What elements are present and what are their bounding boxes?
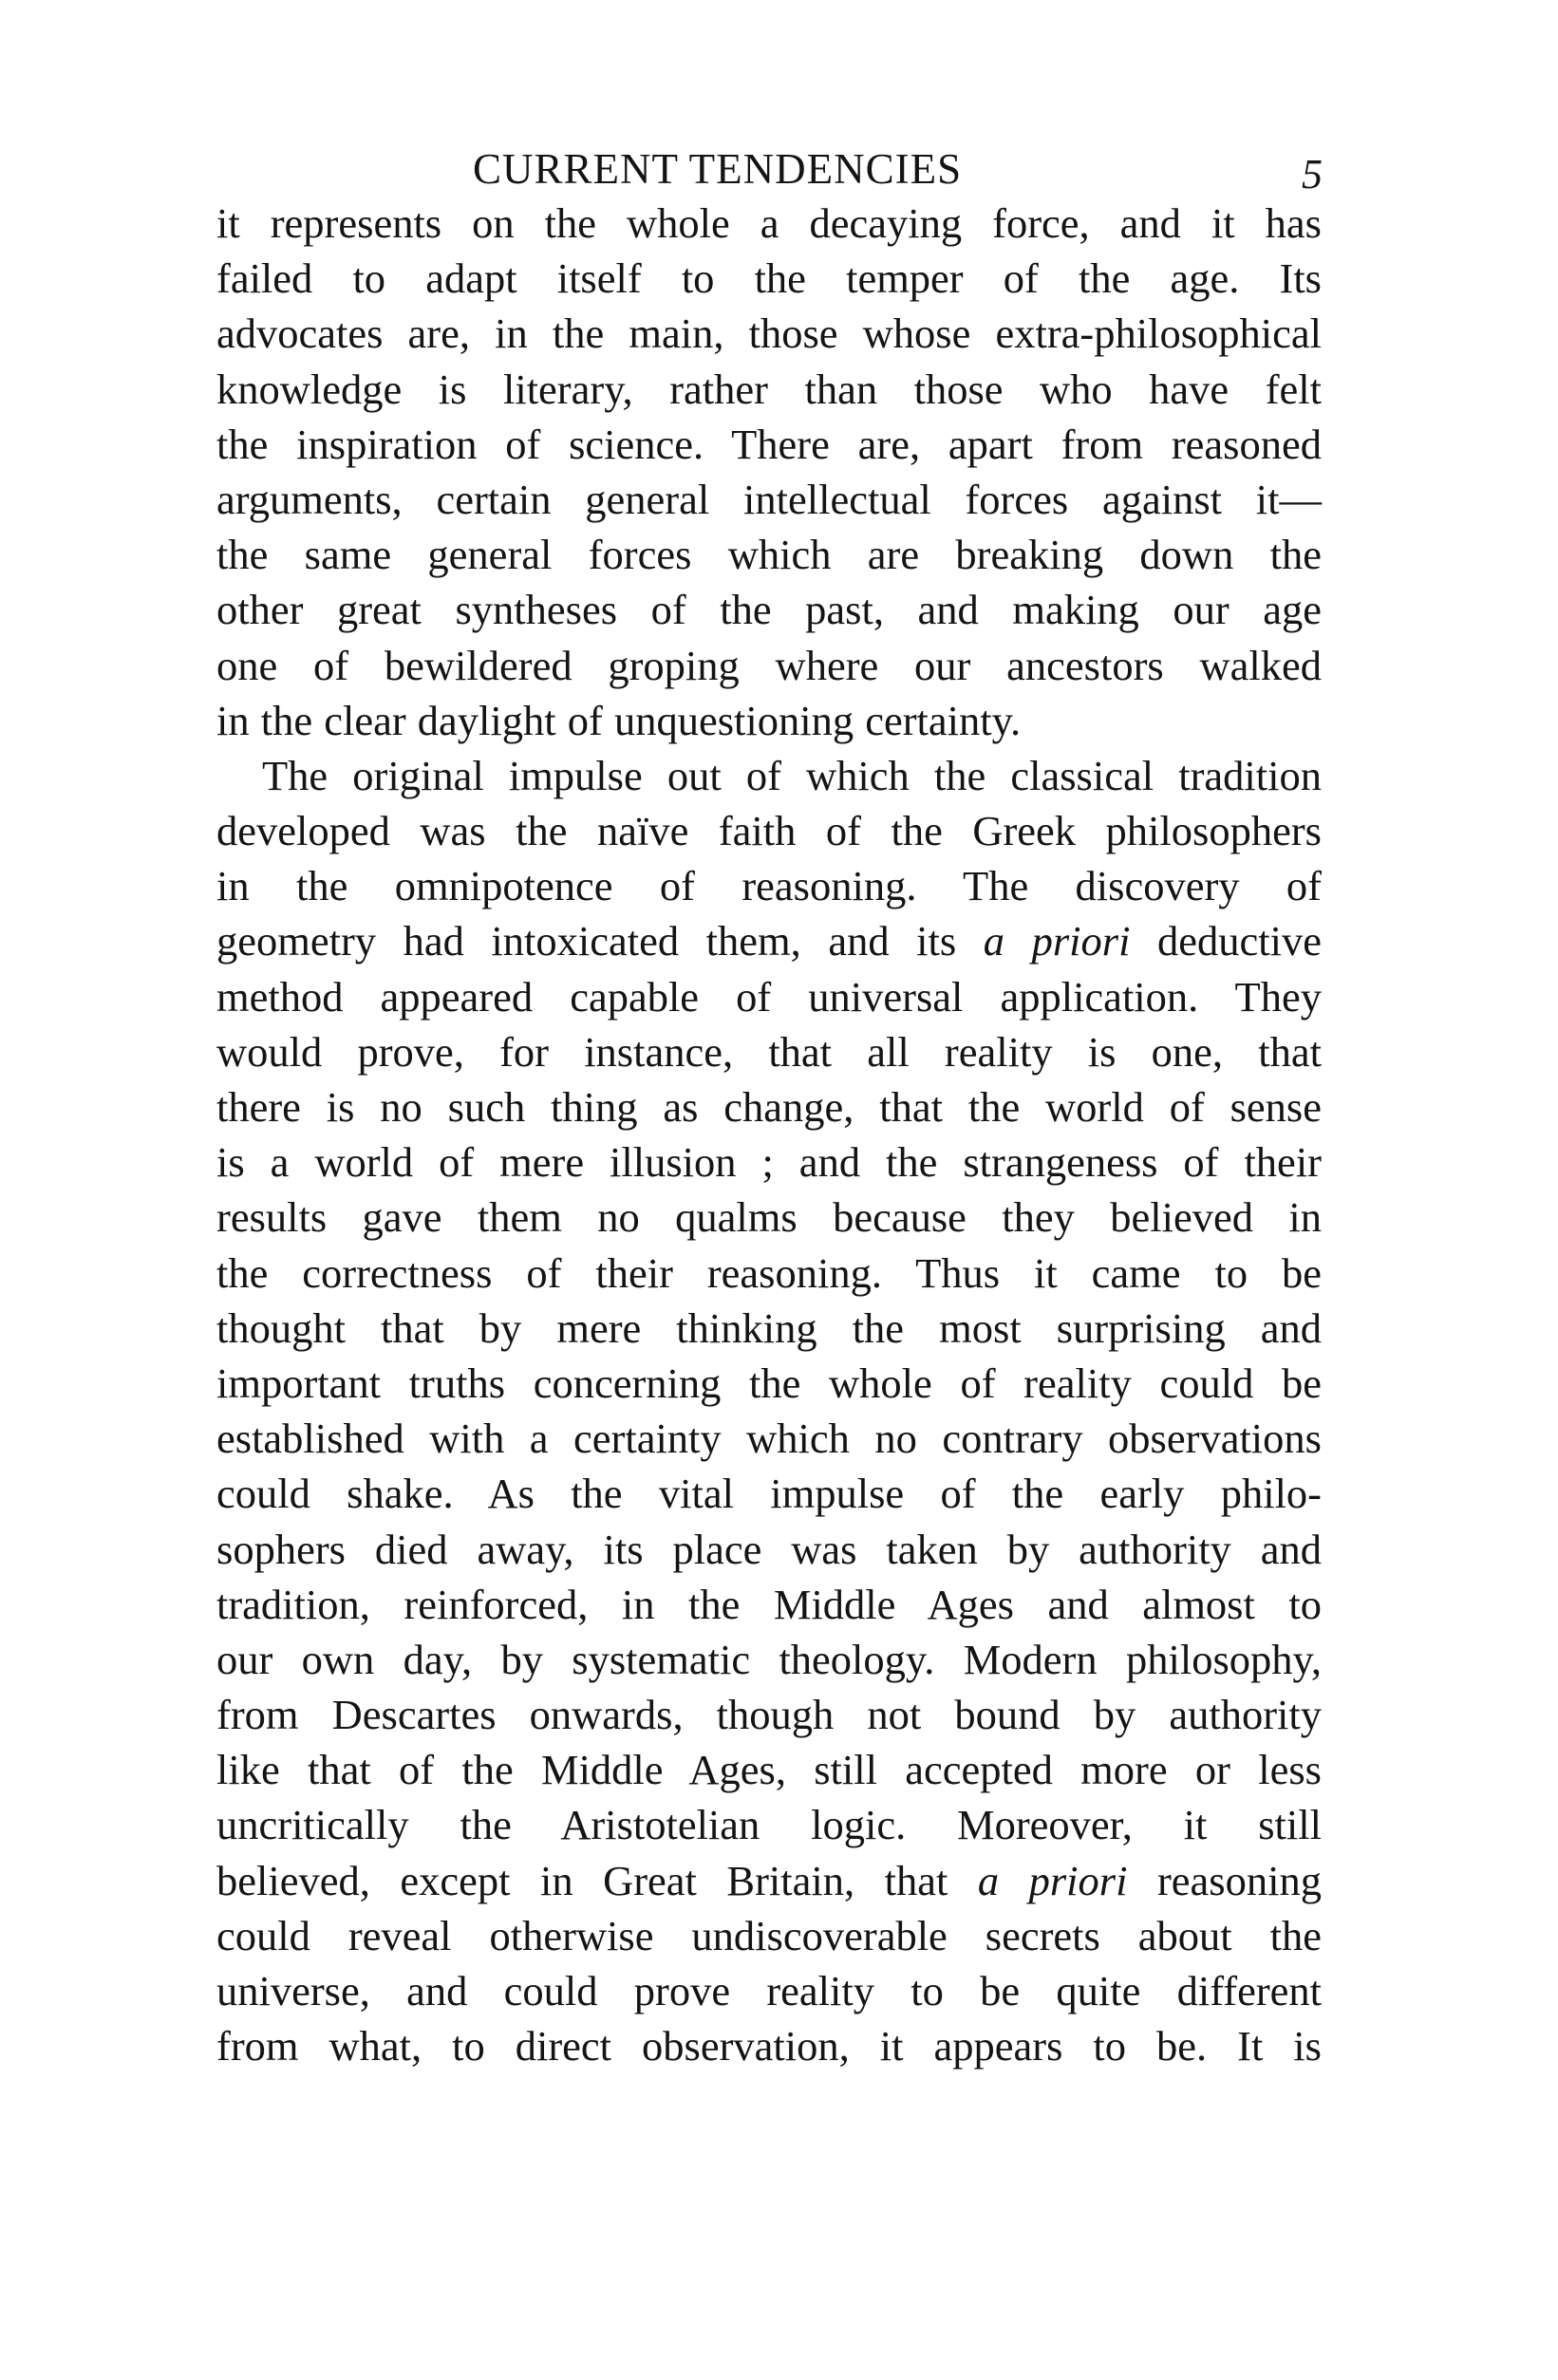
text-line: the inspiration of science. There are, apart from reasoned bbox=[216, 420, 1322, 468]
text-line: it represents on the whole a decaying force, and it has bbox=[216, 199, 1322, 247]
text-line: knowledge is literary, rather than those who have felt bbox=[216, 365, 1322, 413]
text-line: could shake. As the vital impulse of the early philo- bbox=[216, 1470, 1322, 1518]
text-line: arguments, certain general intellectual forces against it— bbox=[216, 475, 1322, 523]
text-line: universe, and could prove reality to be quite different bbox=[216, 1967, 1322, 2015]
running-header bbox=[216, 142, 1322, 196]
text-line: advocates are, in the main, those whose extra-philosophical bbox=[216, 309, 1322, 358]
italic-term: a priori bbox=[977, 1856, 1128, 1904]
body-text bbox=[216, 196, 1322, 2073]
running-title: CURRENT TENDENCIES bbox=[473, 145, 963, 193]
text-line: is a world of mere illusion ; and the strangeness of their bbox=[216, 1138, 1322, 1187]
text-line: from Descartes onwards, though not bound by authority bbox=[216, 1691, 1322, 1739]
text-line: in the omnipotence of reasoning. The discovery of bbox=[216, 862, 1322, 910]
text-line: geometry had intoxicated them, and its a priori deductive bbox=[216, 917, 1322, 965]
text-line: failed to adapt itself to the temper of the age. Its bbox=[216, 254, 1322, 303]
text-line: the correctness of their reasoning. Thus it came to be bbox=[216, 1248, 1322, 1297]
italic-term: a priori bbox=[983, 917, 1131, 965]
text-line: like that of the Middle Ages, still accepted more or less bbox=[216, 1746, 1322, 1794]
text-line: tradition, reinforced, in the Middle Ages and almost to bbox=[216, 1580, 1322, 1628]
page-number: 5 bbox=[1302, 151, 1323, 197]
text-line: method appeared capable of universal application. They bbox=[216, 972, 1322, 1021]
text-line: believed, except in Great Britain, that a priori reasoning bbox=[216, 1856, 1322, 1904]
text-line: established with a certainty which no contrary observations bbox=[216, 1415, 1322, 1463]
text-line: one of bewildered groping where our ancestors walked bbox=[216, 641, 1322, 689]
text-line: would prove, for instance, that all reality is one, that bbox=[216, 1027, 1322, 1076]
text-line: could reveal otherwise undiscoverable secrets about the bbox=[216, 1911, 1322, 1959]
text-line: important truths concerning the whole of reality could be bbox=[216, 1359, 1322, 1407]
text-line: our own day, by systematic theology. Modern philosophy, bbox=[216, 1635, 1322, 1683]
text-line: other great syntheses of the past, and making our age bbox=[216, 586, 1322, 634]
text-line: uncritically the Aristotelian logic. Moreover, it still bbox=[216, 1801, 1322, 1849]
paragraph bbox=[216, 196, 1322, 748]
text-line: from what, to direct observation, it appears to be. It is bbox=[216, 2022, 1322, 2071]
paragraph bbox=[216, 748, 1322, 2074]
text-line: sophers died away, its place was taken by authority and bbox=[216, 1525, 1322, 1573]
text-line: thought that by mere thinking the most surprising and bbox=[216, 1303, 1322, 1352]
text-line: results gave them no qualms because they believed in bbox=[216, 1193, 1322, 1242]
text-line: developed was the naïve faith of the Greek philosophers bbox=[216, 807, 1322, 855]
book-page bbox=[216, 142, 1322, 2073]
text-line: the same general forces which are breaking down the bbox=[216, 531, 1322, 579]
text-line: there is no such thing as change, that the world of sense bbox=[216, 1083, 1322, 1131]
text-line: in the clear daylight of unquestioning certainty. bbox=[216, 696, 1022, 744]
text-line: The original impulse out of which the classical tradition bbox=[262, 751, 1322, 799]
